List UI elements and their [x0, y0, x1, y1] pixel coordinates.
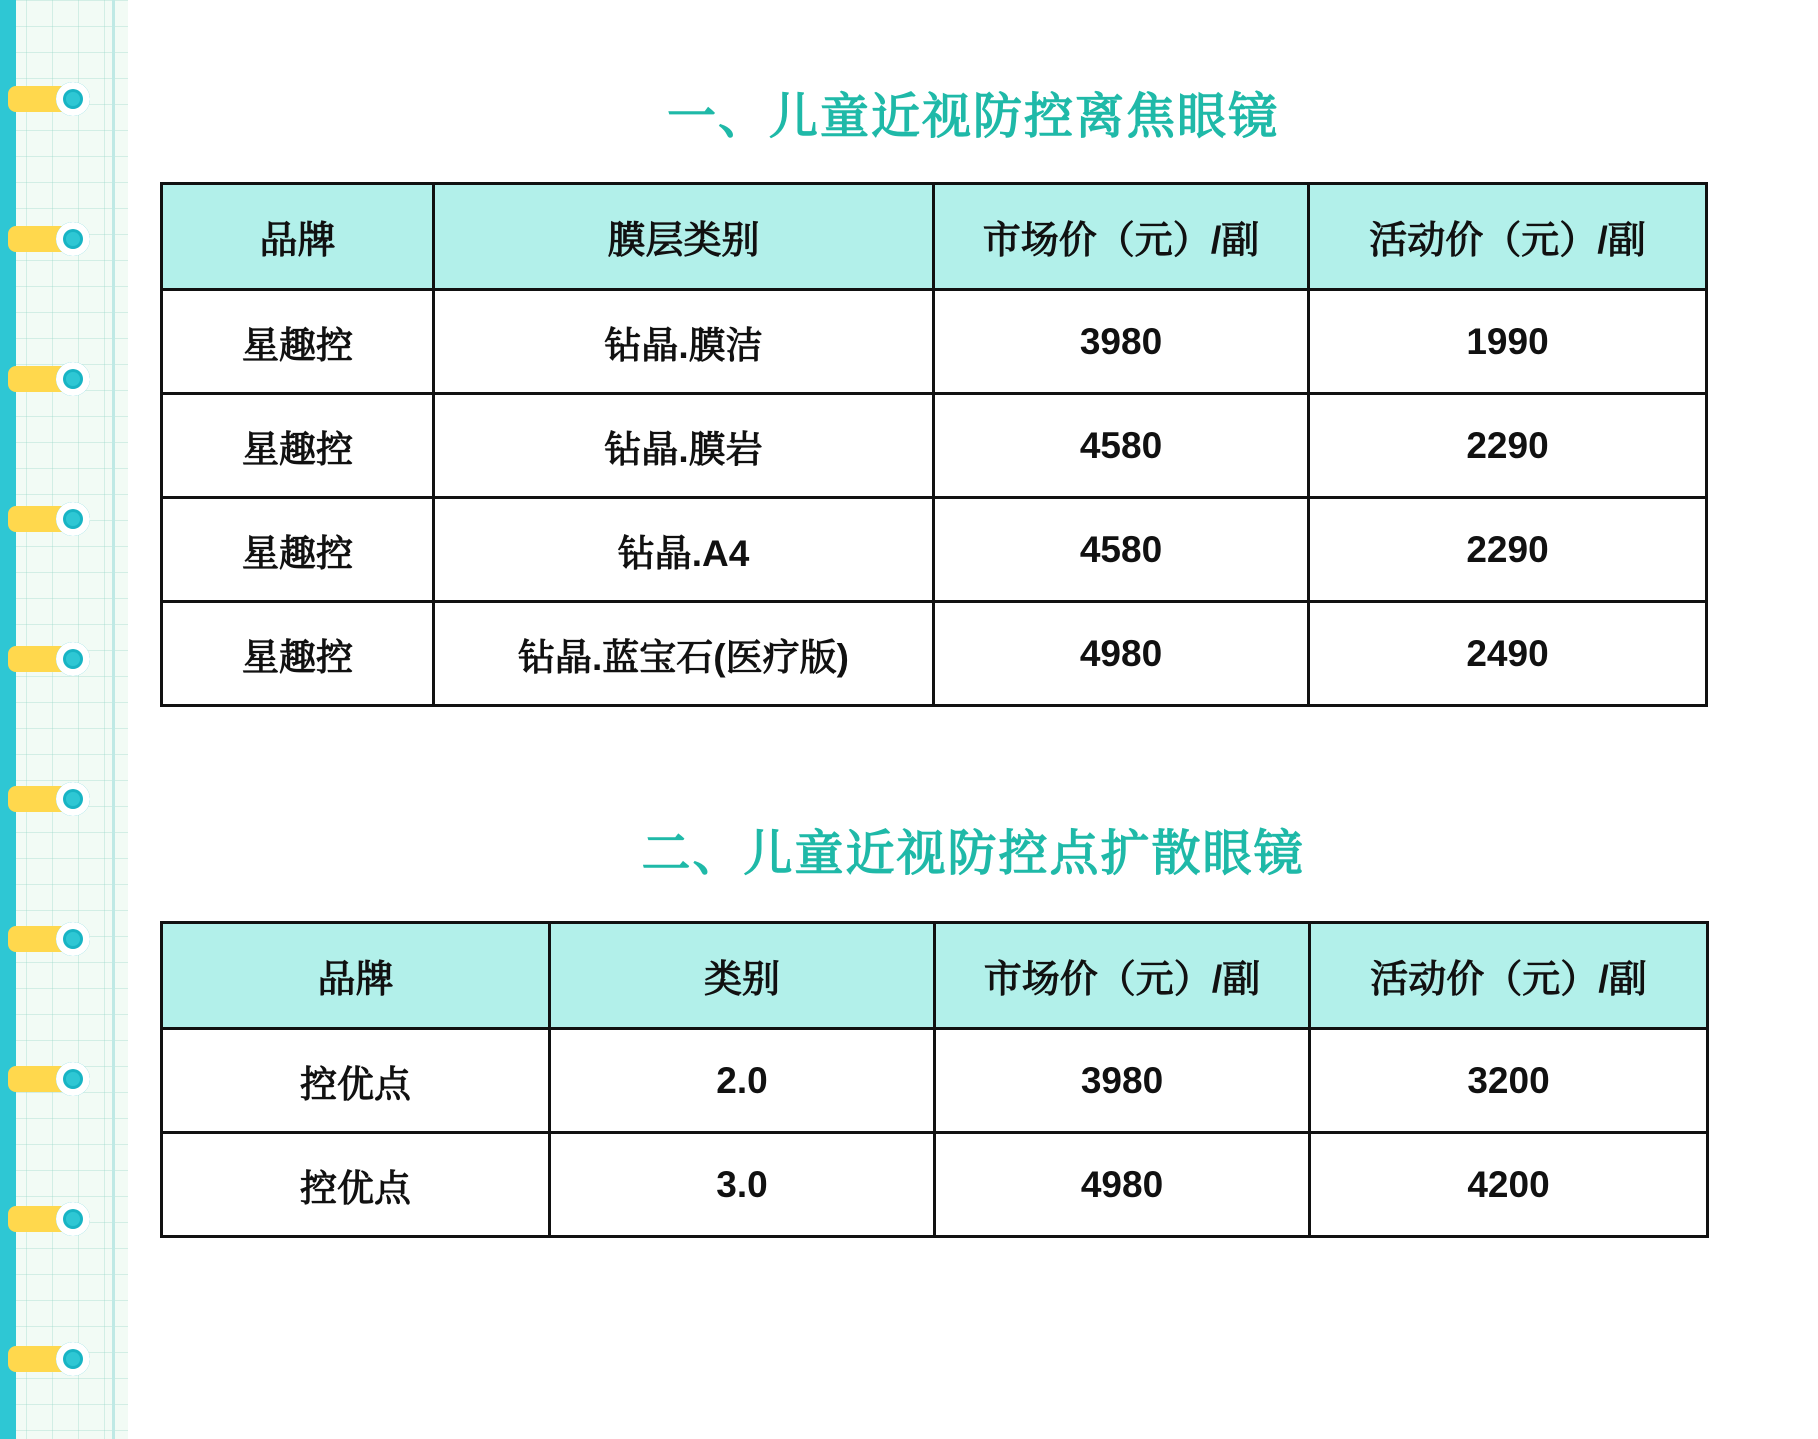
spiral-ring-icon [8, 222, 92, 256]
cell-coating-type: 钻晶.膜洁 [434, 290, 934, 394]
spiral-ring-icon [8, 1342, 92, 1376]
column-header-category: 类别 [550, 923, 935, 1029]
table-header-row [162, 923, 1708, 1029]
table-row [162, 394, 1707, 498]
column-header-promo-price: 活动价（元）/副 [1309, 184, 1707, 290]
table-row [162, 290, 1707, 394]
section-2-title: 二、儿童近视防控点扩散眼镜 [641, 827, 1305, 881]
price-table-defocus [160, 182, 1708, 707]
strip-divider-line [112, 0, 115, 1439]
column-header-brand: 品牌 [162, 923, 550, 1029]
column-header-coating-type: 膜层类别 [434, 184, 934, 290]
column-header-market-price: 市场价（元）/副 [934, 184, 1309, 290]
notebook-decoration-strip [0, 0, 128, 1439]
cell-market-price: 3980 [934, 290, 1309, 394]
spiral-ring-icon [8, 502, 92, 536]
document-content [128, 0, 1818, 1439]
cell-brand: 控优点 [162, 1029, 550, 1133]
table-row [162, 602, 1707, 706]
cell-promo-price: 2490 [1309, 602, 1707, 706]
section-1-title: 一、儿童近视防控离焦眼镜 [666, 90, 1279, 144]
table-header-row [162, 184, 1707, 290]
cell-brand: 星趣控 [162, 498, 434, 602]
spiral-ring-icon [8, 1062, 92, 1096]
cell-promo-price: 2290 [1309, 394, 1707, 498]
column-header-promo-price: 活动价（元）/副 [1310, 923, 1708, 1029]
column-header-brand: 品牌 [162, 184, 434, 290]
spiral-ring-icon [8, 1202, 92, 1236]
cell-market-price: 4980 [935, 1133, 1310, 1237]
cell-market-price: 4980 [934, 602, 1309, 706]
spiral-ring-icon [8, 642, 92, 676]
cell-promo-price: 1990 [1309, 290, 1707, 394]
spiral-ring-icon [8, 782, 92, 816]
spiral-ring-icon [8, 922, 92, 956]
cell-coating-type: 钻晶.膜岩 [434, 394, 934, 498]
cell-market-price: 4580 [934, 394, 1309, 498]
cell-brand: 星趣控 [162, 290, 434, 394]
cell-category: 2.0 [550, 1029, 935, 1133]
table-row [162, 1029, 1708, 1133]
cell-market-price: 4580 [934, 498, 1309, 602]
cell-coating-type: 钻晶.A4 [434, 498, 934, 602]
cell-promo-price: 2290 [1309, 498, 1707, 602]
spiral-ring-icon [8, 362, 92, 396]
cell-category: 3.0 [550, 1133, 935, 1237]
cell-brand: 控优点 [162, 1133, 550, 1237]
table-row [162, 1133, 1708, 1237]
cell-promo-price: 4200 [1310, 1133, 1708, 1237]
spiral-ring-icon [8, 82, 92, 116]
column-header-market-price: 市场价（元）/副 [935, 923, 1310, 1029]
cell-brand: 星趣控 [162, 394, 434, 498]
cell-coating-type: 钻晶.蓝宝石(医疗版) [434, 602, 934, 706]
section-dot-diffusion-glasses [128, 815, 1818, 1238]
price-table-dot-diffusion [160, 921, 1709, 1238]
cell-brand: 星趣控 [162, 602, 434, 706]
section-defocus-glasses [128, 78, 1818, 707]
cell-market-price: 3980 [935, 1029, 1310, 1133]
cell-promo-price: 3200 [1310, 1029, 1708, 1133]
table-row [162, 498, 1707, 602]
